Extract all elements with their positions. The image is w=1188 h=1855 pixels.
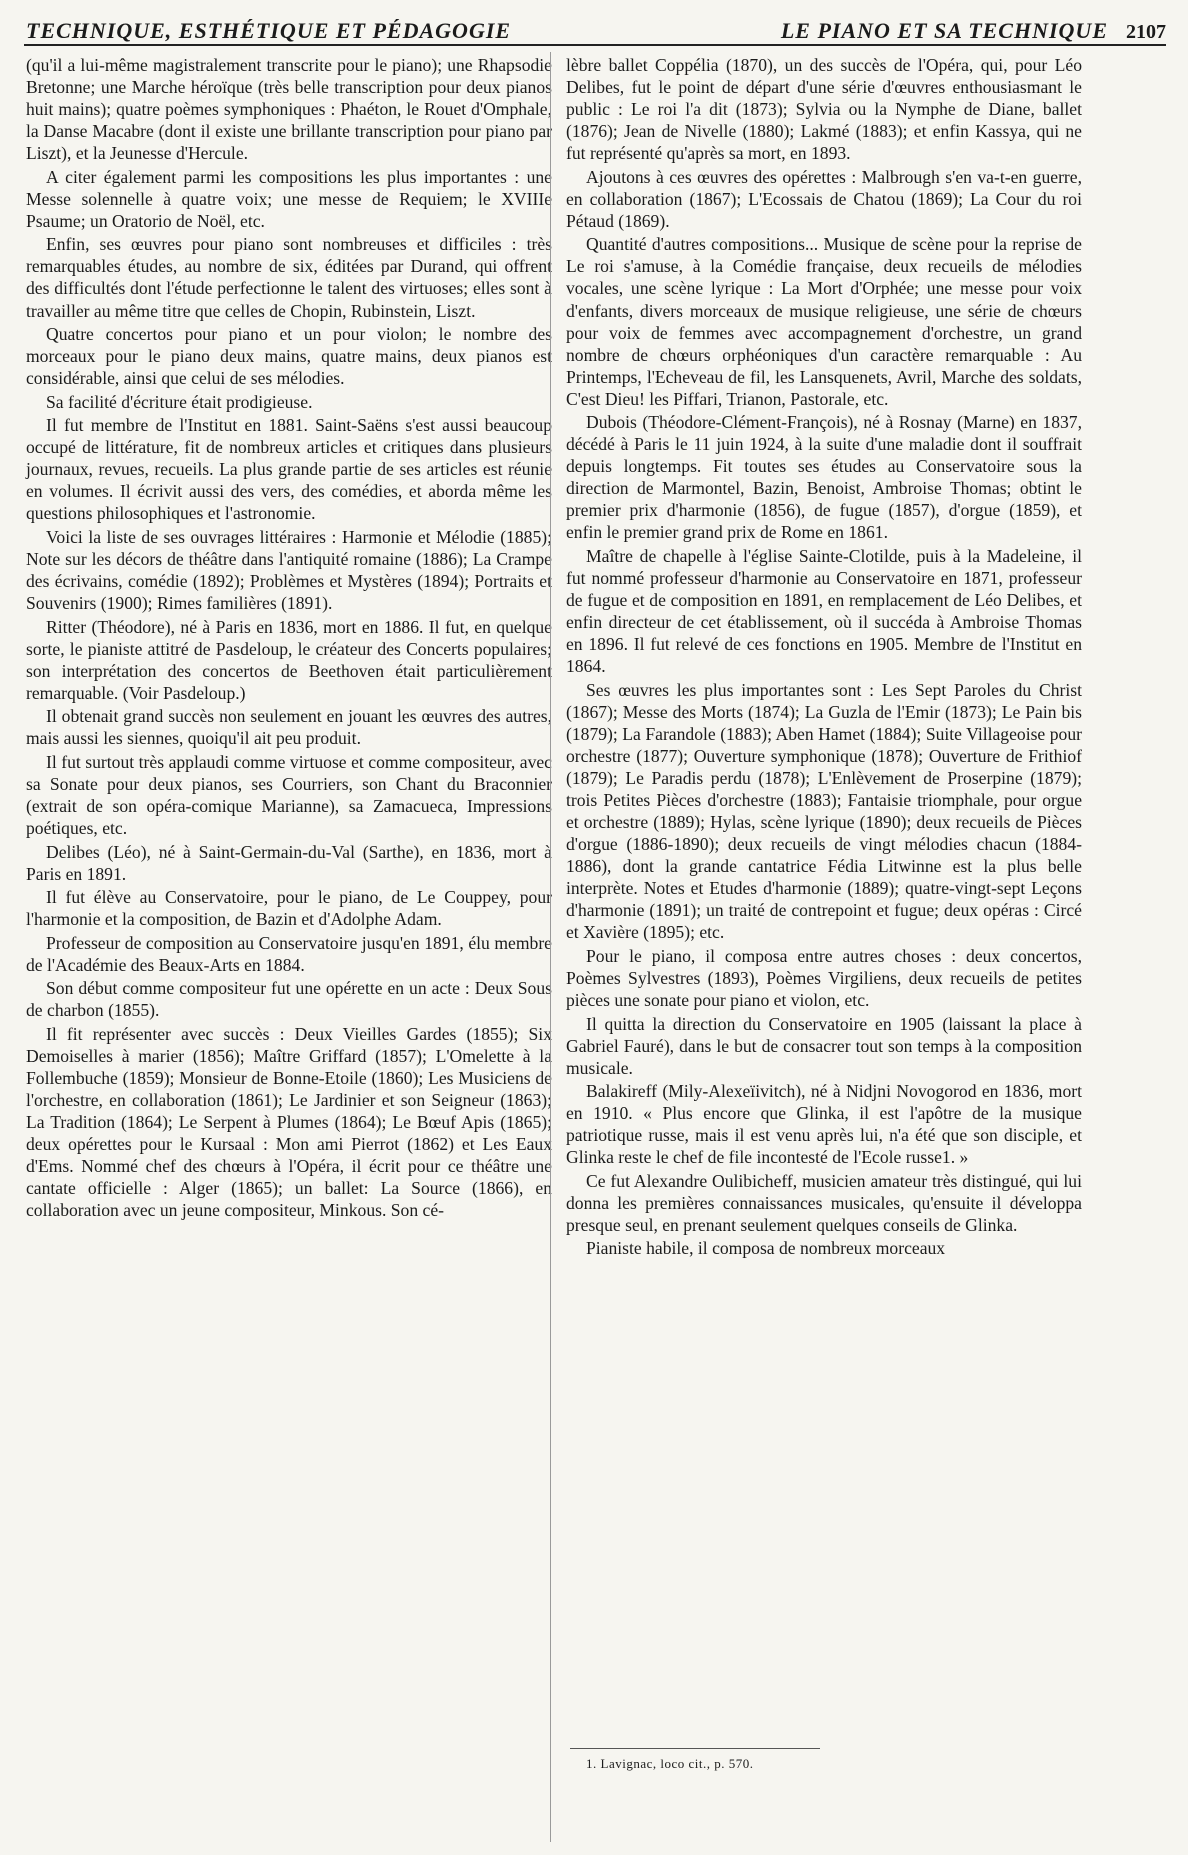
paragraph: Maître de chapelle à l'église Sainte-Clotilde, puis à la Madeleine, il fut nommé professeur d'harmonie au Conservatoire en 1871, professeur de fugue et de composition en 1891, en remplacement de Léo Delibes, et enfin directeur de cet établissement, où il succéda à Ambroise Thomas en 1896. Il fut relevé de ces fonctions en 1905. Membre de l'Institut en 1864. (566, 546, 1082, 677)
paragraph: Ajoutons à ces œuvres des opérettes : Malbrough s'en va-t-en guerre, en collaboration (1867); L'Ecossais de Chatou (1869); La Cour du roi Pétaud (1869). (566, 166, 1082, 231)
footnote-rule (570, 1748, 820, 1749)
paragraph: Quatre concertos pour piano et un pour violon; le nombre des morceaux pour le piano deux mains, quatre mains, deux pianos est considérable, ainsi que celui de ses mélodies. (26, 324, 552, 389)
paragraph: Il fut membre de l'Institut en 1881. Saint-Saëns s'est aussi beaucoup occupé de littérature, fit de nombreux articles et critiques dans plusieurs journaux, revues, recueils. La plus grande partie de ses articles est réunie en volumes. Il écrivit aussi des vers, des comédies, et aborda même les questions philosophiques et l'astronomie. (26, 415, 552, 524)
paragraph: Voici la liste de ses ouvrages littéraires : Harmonie et Mélodie (1885); Note sur les décors de théâtre dans l'antiquité romaine (1886); La Crampe des écrivains, comédie (1892); Problèmes et Mystères (1894); Portraits et Souvenirs (1900); Rimes familières (1891). (26, 526, 552, 614)
left-column (26, 54, 552, 1223)
paragraph: A citer également parmi les compositions les plus importantes : une Messe solennelle à quatre voix; une messe de Requiem; le XVIIIe Psaume; un Oratorio de Noël, etc. (26, 166, 552, 231)
header-left-title: TECHNIQUE, ESTHÉTIQUE ET PÉDAGOGIE (26, 18, 512, 43)
paragraph: Quantité d'autres compositions... Musique de scène pour la reprise de Le roi s'amuse, à la Comédie française, deux recueils de mélodies vocales, une scène lyrique : La Mort d'Orphée; une messe pour voix d'enfants, divers morceaux de musique religieuse, une série de chœurs pour voix de femmes avec accompagnement d'orchestre, un grand nombre de chœurs orphéoniques d'un caractère remarquable : Au Printemps, l'Echeveau de fil, les Lansquenets, Avril, Marche des soldats, C'est Dieu! les Piffari, Trianon, Pastorale, etc. (566, 234, 1082, 409)
paragraph: Enfin, ses œuvres pour piano sont nombreuses et difficiles : très remarquables études, au nombre de six, éditées par Durand, qui offrent des difficultés dont l'étude perfectionne le talent des virtuoses; elles sont à travailler au même titre que celles de Chopin, Rubinstein, Liszt. (26, 234, 552, 321)
header-rule (24, 44, 1166, 46)
paragraph: (qu'il a lui-même magistralement transcrite pour le piano); une Rhapsodie Bretonne; une Marche héroïque (très belle transcription pour deux pianos huit mains); quatre poèmes symphoniques : Phaéton, le Rouet d'Omphale, la Danse Macabre (dont il existe une brillante transcription pour piano par Liszt), et la Jeunesse d'Hercule. (26, 55, 552, 164)
paragraph: Il quitta la direction du Conservatoire en 1905 (laissant la place à Gabriel Fauré), dans le but de consacrer tout son temps à la composition musicale. (566, 1013, 1082, 1078)
column-divider (550, 52, 551, 1842)
paragraph: Il fut surtout très applaudi comme virtuose et comme compositeur, avec sa Sonate pour deux pianos, ses Courriers, son Chant du Braconnier (extrait de son opéra-comique Marianne), sa Zamacueca, Impressions poétiques, etc. (26, 751, 552, 839)
paragraph: Ritter (Théodore), né à Paris en 1836, mort en 1886. Il fut, en quelque sorte, le pianiste attitré de Pasdeloup, le créateur des Concerts populaires; son interprétation des concertos de Beethoven était particulièrement remarquable. (Voir Pasdeloup.) (26, 616, 552, 703)
page-number: 2107 (1126, 21, 1166, 43)
paragraph: Il fut élève au Conservatoire, pour le piano, de Le Couppey, pour l'harmonie et la composition, de Bazin et d'Adolphe Adam. (26, 887, 552, 930)
running-header (26, 14, 1166, 44)
paragraph: Pour le piano, il composa entre autres choses : deux concertos, Poèmes Sylvestres (1893), Poèmes Virgiliens, deux recueils de petites pièces une sonate pour piano et violon, etc. (566, 945, 1082, 1010)
paragraph: Ses œuvres les plus importantes sont : Les Sept Paroles du Christ (1867); Messe des Morts (1874); La Guzla de l'Emir (1873); Le Pain bis (1879); La Farandole (1883); Aben Hamet (1884); Suite Villageoise pour orchestre (1877); Ouverture symphonique (1878); Ouverture de Frithiof (1879); Le Paradis perdu (1878); L'Enlèvement de Proserpine (1879); trois Petites Pièces d'orchestre (1883); Fantaisie triomphale, pour orgue et orchestre (1889); Hylas, scène lyrique (1890); deux recueils de Pièces d'orgue (1886-1890); deux recueils de vingt mélodies chacun (1884-1886), dont la grande cantatrice Fédia Litwinne est la plus belle interprète. Notes et Etudes d'harmonie (1889); quatre-vingt-sept Leçons d'harmonie (1891); un traité de contrepoint et fugue; deux opéras : Circé et Xavière (1895); etc. (566, 679, 1082, 943)
paragraph: Il fit représenter avec succès : Deux Vieilles Gardes (1855); Six Demoiselles à marier (1856); Maître Griffard (1857); L'Omelette à la Follembuche (1859); Monsieur de Bonne-Etoile (1860); Les Musiciens de l'orchestre, en collaboration (1861); Le Jardinier et son Seigneur (1863); La Tradition (1864); Le Serpent à Plumes (1864); Le Bœuf Apis (1865); deux opérettes pour le Kursaal : Mon ami Pierrot (1862) et Les Eaux d'Ems. Nommé chef des chœurs à l'Opéra, il écrit pour ce théâtre une cantate officielle : Alger (1865); un ballet: La Source (1866), en collaboration avec un jeune compositeur, Minkous. Son cé- (26, 1024, 552, 1221)
paragraph: Professeur de composition au Conservatoire jusqu'en 1891, élu membre de l'Académie des Beaux-Arts en 1884. (26, 932, 552, 975)
paragraph: lèbre ballet Coppélia (1870), un des succès de l'Opéra, qui, pour Léo Delibes, fut le point de départ d'une série d'œuvres enthousiasmant le public : Le roi l'a dit (1873); Sylvia ou la Nymphe de Diane, ballet (1876); Jean de Nivelle (1880); Lakmé (1883); et enfin Kassya, qui ne fut représenté qu'après sa mort, en 1893. (566, 55, 1082, 164)
paragraph: Il obtenait grand succès non seulement en jouant les œuvres des autres, mais aussi les siennes, quoiqu'il ait peu produit. (26, 706, 552, 749)
paragraph: Son début comme compositeur fut une opérette en un acte : Deux Sous de charbon (1855). (26, 978, 552, 1021)
paragraph: Dubois (Théodore-Clément-François), né à Rosnay (Marne) en 1837, décédé à Paris le 11 juin 1924, à la suite d'une maladie dont il souffrait depuis longtemps. Fit toutes ses études au Conservatoire sous la direction de Marmontel, Bazin, Benoist, Ambroise Thomas; obtint le premier prix d'harmonie (1856), de fugue (1857), d'orgue (1859), et enfin le premier grand prix de Rome en 1861. (566, 412, 1082, 543)
header-right-title: LE PIANO ET SA TECHNIQUE (780, 18, 1108, 43)
paragraph: Sa facilité d'écriture était prodigieuse. (46, 391, 313, 412)
paragraph: Balakireff (Mily-Alexeïivitch), né à Nidjni Novogorod en 1836, mort en 1910. « Plus encore que Glinka, il est l'apôtre de la musique patriotique russe, mais il est venu après lui, n'a été que son disciple, et Glinka reste le chef de file incontesté de l'Ecole russe1. » (566, 1081, 1082, 1168)
paragraph: Delibes (Léo), né à Saint-Germain-du-Val (Sarthe), en 1836, mort à Paris en 1891. (26, 841, 552, 884)
paragraph: Ce fut Alexandre Oulibicheff, musicien amateur très distingué, qui lui donna les premières connaissances musicales, qu'ensuite il développa presque seul, en prenant seulement quelques conseils de Glinka. (566, 1170, 1082, 1235)
right-column (566, 54, 1082, 1261)
paragraph: Pianiste habile, il composa de nombreux morceaux (586, 1238, 946, 1259)
footnote: 1. Lavignac, loco cit., p. 570. (586, 1756, 754, 1771)
header-right (781, 18, 1166, 44)
